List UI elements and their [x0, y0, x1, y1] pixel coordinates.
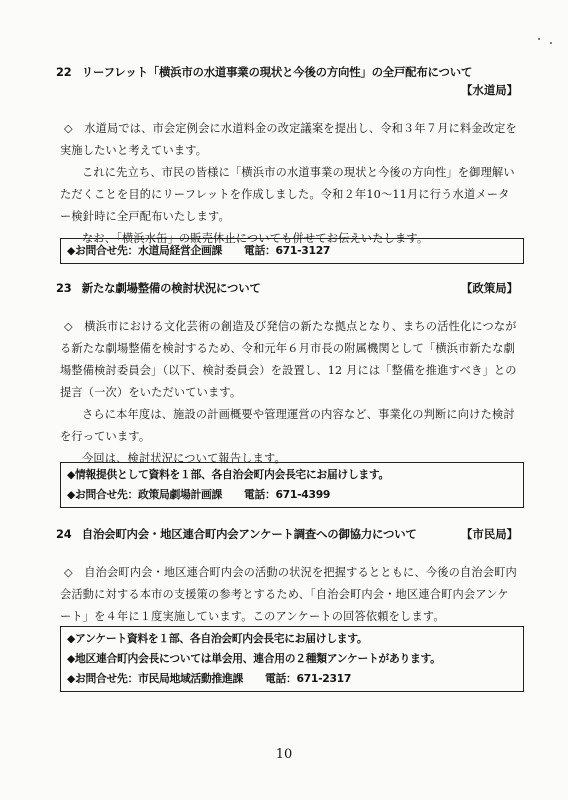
- section-number: 22: [56, 65, 72, 79]
- department-label: 【水道局】: [461, 83, 518, 97]
- department-label: 【政策局】: [461, 281, 518, 295]
- paragraph: これに先立ち、市民の皆様に「横浜市の水道事業の現状と今後の方向性」を御理解いただくことを目的にリーフレットを作成しました。令和２年10～11月に行う水道メーター検針時に全戸配布いたします。: [60, 166, 515, 223]
- scan-speck: [538, 38, 540, 40]
- contact-row: [67, 669, 517, 689]
- contact-row: [67, 241, 517, 261]
- department-label: 【市民局】: [461, 527, 518, 541]
- info-text: ◆情報提供として資料を１部、各自治会町内会長宅にお届けします。: [67, 468, 390, 481]
- contact-label: ◆お問合せ先：水道局経営企画課: [67, 244, 222, 257]
- contact-phone: 電話：671-2317: [264, 672, 352, 685]
- info-row: [67, 465, 517, 485]
- section-number: 24: [56, 527, 72, 541]
- info-row: [67, 649, 517, 669]
- paragraph: さらに本年度は、施設の計画概要や管理運営の内容など、事業化の判断に向けた検討を行っています。: [60, 408, 515, 443]
- info-box: [60, 626, 524, 692]
- info-row: [67, 629, 517, 649]
- contact-phone: 電話：671-4399: [243, 488, 331, 501]
- paragraph: ◇ 横浜市における文化芸術の創造及び発信の新たな拠点となり、まちの活性化につながる新たな劇場整備を検討するため、令和元年６月市長の附属機関として「横浜市新たな劇場整備検討委員会」（以下、検討委員会）を設置し、12 月には「整備を推進すべき」との提言（一次）をいただいています。: [60, 320, 517, 399]
- contact-phone: 電話：671-3127: [243, 244, 331, 257]
- info-text: ◆アンケート資料を１部、各自治会町内会長宅にお届けします。: [67, 632, 368, 645]
- section-body: [60, 562, 520, 628]
- info-box: [60, 238, 524, 264]
- info-text: ◆地区連合町内会長については単会用、連合用の２種類アンケートがあります。: [67, 652, 441, 665]
- section-title: 自治会町内会・地区連合町内会アンケート調査への御協力について: [81, 527, 417, 541]
- scan-speck: [550, 42, 552, 44]
- page-number: 10: [275, 747, 293, 762]
- section-heading: [56, 280, 261, 296]
- section-title: 新たな劇場整備の検討状況について: [81, 281, 261, 295]
- section-body: [60, 118, 520, 250]
- paragraph: なお、「横浜水缶」の販売休止についても併せてお伝えいたします。: [82, 232, 429, 245]
- section-title: リーフレット「横浜市の水道事業の現状と今後の方向性」の全戸配布について: [81, 65, 473, 79]
- contact-label: ◆お問合せ先：市民局地域活動推進課: [67, 672, 243, 685]
- contact-row: [67, 485, 517, 505]
- paragraph: 今回は、検討状況について報告します。: [82, 452, 286, 465]
- contact-label: ◆お問合せ先：政策局劇場計画課: [67, 488, 222, 501]
- section-body: [60, 316, 520, 470]
- paragraph: ◇ 水道局では、市会定例会に水道料金の改定議案を提出し、令和３年７月に料金改定を実施したいと考えています。: [60, 122, 517, 157]
- section-heading: [56, 526, 417, 542]
- section-number: 23: [56, 281, 72, 295]
- section-heading: [56, 64, 472, 80]
- info-box: [60, 462, 524, 508]
- paragraph: ◇ 自治会町内会・地区連合町内会の活動の状況を把握するとともに、今後の自治会町内会活動に対する本市の支援策の参考とするため、「自治会町内会・地区連合町内会アンケート」を４年に１度実施しています。このアンケートの回答依頼をします。: [60, 566, 517, 623]
